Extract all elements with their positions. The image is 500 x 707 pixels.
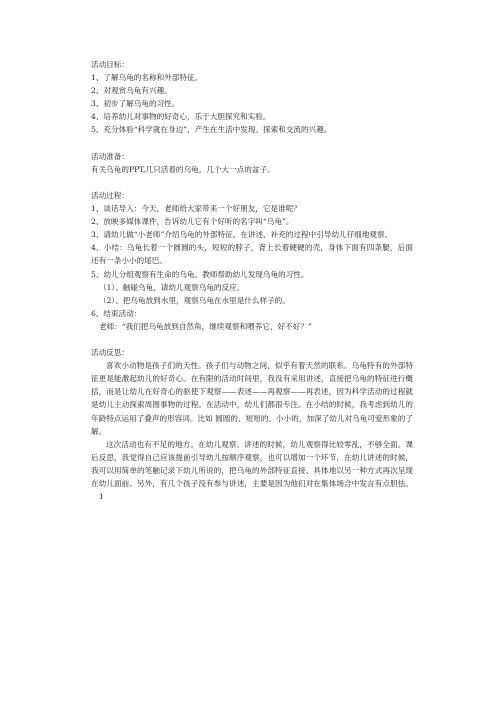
goal-item-1: 1、了解乌龟的名称和外部特征。: [91, 73, 203, 83]
goal-item-5: 5、充分体验“科学就在身边”，产生在生活中发现、探索和交流的兴趣。: [91, 125, 332, 135]
process-step-3: 3、请幼儿做“小老师”介绍乌龟的外部特征。在讲述、补充的过程中引导幼儿仔细地观察。: [91, 230, 393, 240]
goals-heading: 活动目标：: [91, 60, 129, 69]
process-step-5-2: （2）、把乌龟放到水里，观察乌龟在水里是什么样子的。: [99, 295, 290, 305]
process-step-1: 1、谈话导入：今天，老师给大家带来一个好朋友，它是谁呢？: [91, 204, 301, 214]
goal-item-3: 3、初步了解乌龟的习性。: [91, 99, 180, 109]
document-page: [91, 58, 413, 503]
process-step-2: 2、放映多媒体课件，告诉幼儿它有个好听的名字叫“乌龟”。: [91, 217, 294, 227]
reflection-paragraph-2-text: 这次活动也有不足的地方。在幼儿观察、讲述的时候，幼儿观察得比较零乱，不够全面。课后反思，我觉得自己应该提前引导幼儿按顺序观察，也可以增加一个环节，在幼儿讲述的时候，我可以用简单的笔触记录下幼儿所说的，把乌龟的外部特征直接、具体地以另一种方式再次呈现在幼儿面前。另外，有几个孩子没有参与讲述，主要是因为他们对在集体场合中发言有点胆怯。: [91, 439, 413, 488]
goal-item-2: 2、对观赏乌龟有兴趣。: [91, 86, 172, 96]
reflection-paragraph-2: [91, 438, 413, 503]
process-step-6: 6、结束活动：: [91, 308, 142, 318]
process-step-4: 4、小结：乌龟长着一个圆圆的头，短短的脖子，背上长着硬硬的壳，身体下面有四条腿，后面还有一条小小的尾巴。: [91, 243, 413, 266]
page-number: 1: [99, 492, 104, 502]
process-step-5: 5、幼儿分组观察有生命的乌龟。教师帮助幼儿发现乌龟的习性。: [91, 269, 309, 279]
process-heading: 活动过程：: [91, 190, 129, 200]
preparation-text: 有关乌龟的PPT,几只活着的乌龟，几个大一点的盆子。: [91, 164, 275, 174]
process-step-5-1: （1）、触碰乌龟，请幼儿观察乌龟的反应。: [99, 282, 245, 292]
reflection-heading: 活动反思：: [91, 348, 129, 358]
preparation-heading: 活动准备：: [91, 151, 129, 161]
process-step-6-quote: 老师：“我们把乌龟放到自然角，继续观察和喂养它，好不好？”: [99, 321, 312, 331]
reflection-paragraph-1: 喜欢小动物是孩子们的天性。孩子们与动物之间，似乎有着天然的联系。乌龟特有的外部特征更是能激起幼儿的好奇心。在有限的活动时间里，我没有采用讲述，直接把乌龟的特征进行概括，而是让幼儿在好奇心的驱使下观察——表述——再观察——再表述，因为科学活动的过程就是幼儿主动探索周围事物的过程。在活动中，幼儿们都很专注。在小结的时候，我考虑到幼儿的年龄特点运用了叠声的形容词。比如 圆圆的、短短的、小小的，加深了幼儿对乌龟可爱形象的了解。: [91, 361, 413, 436]
goal-item-4: 4、培养幼儿对事物的好奇心，乐于大胆探究和实验。: [91, 112, 271, 122]
